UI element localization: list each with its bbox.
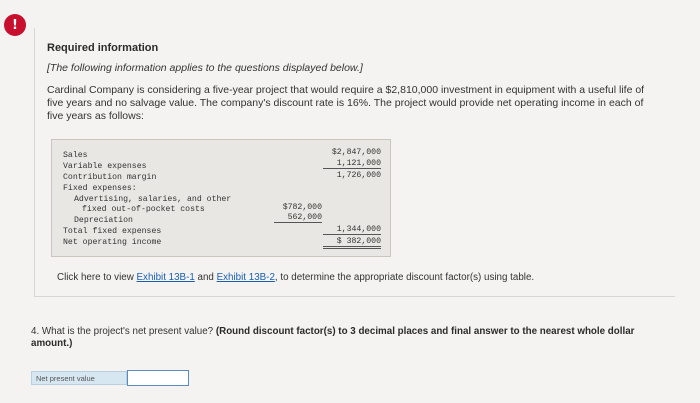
value-total-fixed: 1,344,000 bbox=[323, 225, 381, 235]
row-label-total-fixed: Total fixed expenses bbox=[63, 227, 162, 236]
row-label-out-of-pocket: fixed out-of-pocket costs bbox=[82, 205, 205, 214]
npv-input[interactable] bbox=[127, 370, 189, 386]
question-prompt: 4. What is the project's net present value? bbox=[31, 326, 214, 337]
row-label-contribution-margin: Contribution margin bbox=[63, 173, 157, 182]
row-label-fixed-expenses: Fixed expenses: bbox=[63, 184, 137, 193]
npv-label: Net present value bbox=[31, 371, 127, 385]
row-label-variable-expenses: Variable expenses bbox=[63, 162, 147, 171]
section-title: Required information bbox=[47, 42, 159, 54]
exhibit-instructions bbox=[57, 272, 534, 283]
question-text bbox=[31, 326, 661, 350]
section-subtitle: [The following information applies to the questions displayed below.] bbox=[47, 62, 363, 74]
row-label-depreciation: Depreciation bbox=[74, 216, 133, 225]
value-net-operating-income: $ 382,000 bbox=[323, 237, 381, 249]
value-contribution-margin: 1,726,000 bbox=[336, 171, 381, 180]
value-variable-expenses: 1,121,000 bbox=[323, 159, 381, 169]
exhibit-suffix: , to determine the appropriate discount factor(s) using table. bbox=[274, 272, 535, 283]
problem-description: Cardinal Company is considering a five-year project that would require a $2,810,000 investment in equipment with a useful life of five years and no salvage value. The company's discount rate is 16%. The project would provide net operating income in each of five years as follows: bbox=[47, 84, 645, 122]
exhibit-prefix: Click here to view bbox=[57, 272, 134, 283]
value-out-of-pocket: $782,000 bbox=[282, 203, 322, 212]
exhibit-and: and bbox=[197, 272, 214, 283]
question-instructions: (Round discount factor(s) to 3 decimal places and final answer to the nearest whole dollar amount.) bbox=[31, 326, 635, 349]
row-label-net-operating-income: Net operating income bbox=[63, 238, 162, 247]
exhibit-13b-2-link[interactable]: Exhibit 13B-2 bbox=[216, 272, 275, 283]
exclamation-icon: ! bbox=[4, 14, 26, 36]
value-depreciation: 562,000 bbox=[274, 213, 322, 223]
row-label-sales: Sales bbox=[63, 151, 88, 160]
value-sales: $2,847,000 bbox=[331, 148, 381, 157]
income-statement-table bbox=[51, 139, 391, 257]
exhibit-13b-1-link[interactable]: Exhibit 13B-1 bbox=[136, 272, 195, 283]
row-label-advertising: Advertising, salaries, and other bbox=[74, 195, 232, 204]
